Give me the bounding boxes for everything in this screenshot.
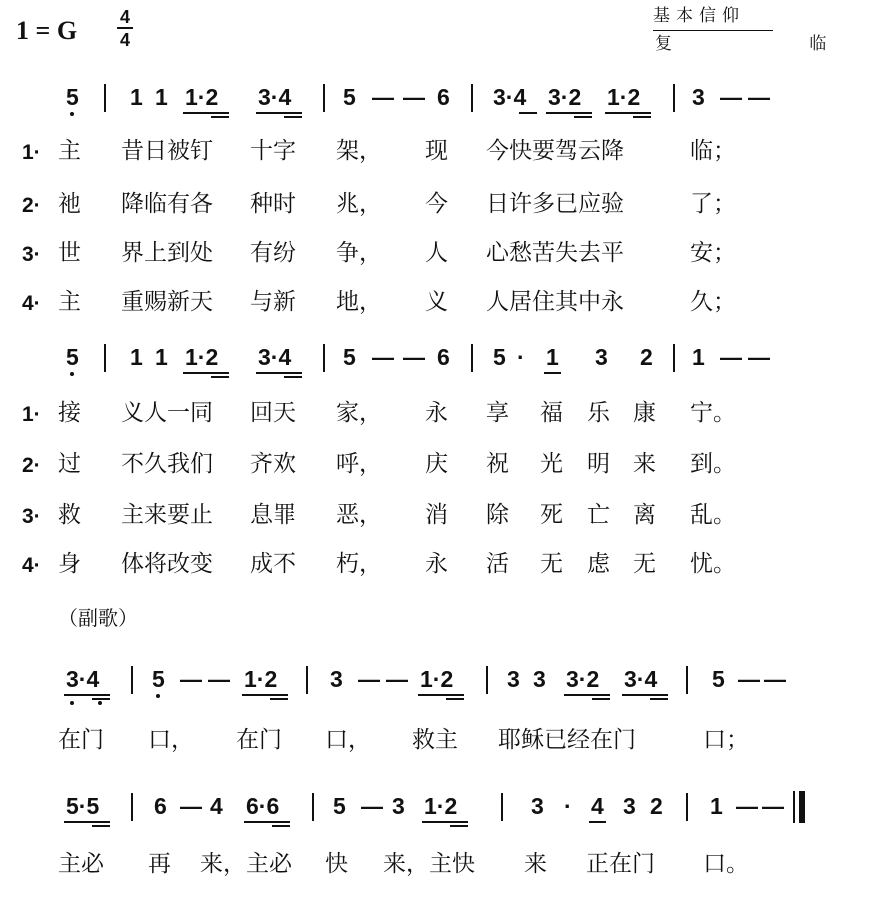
lyric: 虑 — [587, 551, 610, 577]
bar-line — [323, 84, 325, 112]
lyric: 架， — [336, 138, 382, 164]
bar-line — [486, 666, 488, 694]
lyric: 齐欢 — [250, 451, 296, 477]
verse-number: 2· — [22, 454, 41, 477]
note: 2 — [650, 793, 663, 819]
lyric: 义 — [425, 289, 448, 315]
underline — [574, 116, 592, 118]
lyric: 种时 — [250, 191, 296, 217]
final-bar-thick — [799, 791, 805, 823]
underline — [544, 372, 561, 374]
refrain-label: （副歌） — [58, 606, 138, 630]
hold-dash: — — [720, 345, 742, 370]
hold-dash: — — [736, 794, 758, 819]
lyric: 忧。 — [690, 551, 736, 577]
underline — [284, 116, 302, 118]
hold-dash: — — [720, 85, 742, 110]
lyric: 不久我们 — [121, 451, 213, 477]
lyric: 息罪 — [250, 502, 296, 528]
lyric: 接 — [58, 400, 81, 426]
hold-dash: — — [372, 85, 394, 110]
lyric: 口。 — [703, 851, 749, 877]
note: 4 — [210, 793, 223, 819]
hold-dash: — — [762, 794, 784, 819]
note: 2 — [640, 344, 653, 370]
source-tag: 复 临 — [655, 34, 892, 54]
lyric: 地， — [336, 289, 382, 315]
lyric: 体将改变 — [121, 551, 213, 577]
note: 1·2 — [185, 84, 219, 110]
lyric: 福 — [540, 400, 563, 426]
note: 1 — [692, 344, 705, 370]
lyric: 主来要止 — [121, 502, 213, 528]
time-signature-top: 4 — [120, 7, 131, 27]
hold-dash: — — [386, 667, 408, 692]
note: 3·4 — [66, 666, 100, 692]
underline — [622, 694, 668, 696]
verse-number: 2· — [22, 194, 41, 217]
lyric: 无 — [540, 551, 563, 577]
underline — [272, 825, 290, 827]
verse-number: 3· — [22, 505, 41, 528]
lyric: 主 — [58, 289, 81, 315]
underline — [92, 825, 110, 827]
note: 1·2 — [420, 666, 454, 692]
lyric: 今 — [425, 191, 448, 217]
lyric: 耶稣已经在门 — [498, 727, 636, 753]
note: 6 — [154, 793, 167, 819]
lyric: 人居住其中永 — [486, 289, 624, 315]
underline — [270, 698, 288, 700]
lyric: 再 — [148, 851, 171, 877]
lyric: 与新 — [250, 289, 296, 315]
note: 5 — [333, 793, 346, 819]
bar-line — [686, 793, 688, 821]
low-octave-dot — [70, 372, 74, 376]
note: 1·2 — [244, 666, 278, 692]
underline — [519, 112, 537, 114]
hold-dash: — — [358, 667, 380, 692]
lyric: 正在门 — [586, 851, 655, 877]
lyric: 光 — [540, 451, 563, 477]
source-title: 基本信仰 — [653, 6, 745, 26]
bar-line — [306, 666, 308, 694]
note: 3 — [531, 793, 544, 819]
underline — [211, 376, 229, 378]
dot-extension: · — [564, 793, 572, 819]
lyric: 活 — [486, 551, 509, 577]
note: 1 — [710, 793, 723, 819]
underline — [284, 376, 302, 378]
note: 1·2 — [424, 793, 458, 819]
underline — [256, 112, 302, 114]
lyric: 亡 — [587, 502, 610, 528]
hold-dash: — — [748, 345, 770, 370]
underline — [183, 372, 229, 374]
hold-dash: — — [764, 667, 786, 692]
lyric: 康 — [633, 400, 656, 426]
lyric: 呼， — [336, 451, 382, 477]
note: 3·4 — [258, 84, 292, 110]
note: 3·4 — [624, 666, 658, 692]
lyric: 主 — [58, 138, 81, 164]
lyric: 临； — [690, 138, 736, 164]
note: 5·5 — [66, 793, 100, 819]
lyric: 来，主快 — [383, 851, 475, 877]
time-signature-line — [117, 27, 133, 29]
hold-dash: — — [180, 667, 202, 692]
note: 5 — [66, 84, 79, 110]
note: 6 — [437, 344, 450, 370]
lyric: 乱。 — [690, 502, 736, 528]
underline — [450, 825, 468, 827]
key-signature: 1 = G — [16, 16, 78, 45]
verse-number: 4· — [22, 554, 41, 577]
lyric: 恶， — [336, 502, 382, 528]
bar-line — [471, 84, 473, 112]
underline — [589, 821, 606, 823]
note: 1 — [155, 84, 168, 110]
underline — [422, 821, 468, 823]
note: 1 — [546, 344, 559, 370]
note: 3 — [623, 793, 636, 819]
underline — [633, 116, 651, 118]
lyric: 明 — [587, 451, 610, 477]
note: 5 — [493, 344, 506, 370]
source-underline — [653, 30, 773, 31]
note: 5 — [66, 344, 79, 370]
lyric: 快 — [325, 851, 348, 877]
bar-line — [323, 344, 325, 372]
bar-line — [131, 666, 133, 694]
note: 3·4 — [258, 344, 292, 370]
underline — [605, 112, 651, 114]
lyric: 来，主必 — [200, 851, 292, 877]
note: 5 — [152, 666, 165, 692]
underline — [244, 821, 290, 823]
note: 3·2 — [548, 84, 582, 110]
lyric: 口； — [703, 727, 749, 753]
lyric: 界上到处 — [121, 240, 213, 266]
low-octave-dot — [70, 701, 74, 705]
lyric: 久； — [690, 289, 736, 315]
lyric: 享 — [486, 400, 509, 426]
lyric: 义人一同 — [121, 400, 213, 426]
underline — [64, 694, 110, 696]
hold-dash: — — [403, 345, 425, 370]
lyric: 死 — [540, 502, 563, 528]
lyric: 过 — [58, 451, 81, 477]
lyric: 在门 — [236, 727, 282, 753]
lyric: 永 — [425, 400, 448, 426]
hold-dash: — — [361, 794, 383, 819]
hold-dash: — — [208, 667, 230, 692]
note: 3 — [595, 344, 608, 370]
bar-line — [686, 666, 688, 694]
lyric: 今快要驾云降 — [486, 138, 624, 164]
underline — [256, 372, 302, 374]
lyric: 安； — [690, 240, 736, 266]
bar-line — [673, 84, 675, 112]
note: 5 — [712, 666, 725, 692]
note: 5 — [343, 344, 356, 370]
note: 3 — [692, 84, 705, 110]
lyric: 到。 — [690, 451, 736, 477]
lyric: 兆， — [336, 191, 382, 217]
lyric: 宁。 — [690, 400, 736, 426]
bar-line — [501, 793, 503, 821]
lyric: 了； — [690, 191, 736, 217]
lyric: 心愁苦失去平 — [486, 240, 624, 266]
underline — [592, 698, 610, 700]
bar-line — [471, 344, 473, 372]
lyric: 有纷 — [250, 240, 296, 266]
lyric: 庆 — [425, 451, 448, 477]
bar-line — [312, 793, 314, 821]
note: 1·2 — [607, 84, 641, 110]
lyric: 乐 — [587, 400, 610, 426]
underline — [564, 694, 610, 696]
lyric: 成不 — [250, 551, 296, 577]
lyric: 争， — [336, 240, 382, 266]
low-octave-dot — [98, 701, 102, 705]
lyric: 主必 — [58, 851, 104, 877]
dot-extension: · — [517, 344, 525, 370]
note: 5 — [343, 84, 356, 110]
note: 6·6 — [246, 793, 280, 819]
underline — [211, 116, 229, 118]
note: 1 — [155, 344, 168, 370]
note: 3 — [392, 793, 405, 819]
note: 3 — [507, 666, 520, 692]
underline — [546, 112, 592, 114]
note: 6 — [437, 84, 450, 110]
lyric: 除 — [486, 502, 509, 528]
underline — [650, 698, 668, 700]
lyric: 身 — [58, 551, 81, 577]
time-signature-bottom: 4 — [120, 30, 131, 50]
verse-number: 1· — [22, 403, 41, 426]
lyric: 救主 — [412, 727, 458, 753]
final-bar-thin — [793, 791, 795, 823]
lyric: 世 — [58, 240, 81, 266]
lyric: 回天 — [250, 400, 296, 426]
low-octave-dot — [70, 112, 74, 116]
underline — [242, 694, 288, 696]
lyric: 现 — [425, 138, 448, 164]
verse-number: 3· — [22, 243, 41, 266]
lyric: 十字 — [250, 138, 296, 164]
hold-dash: — — [403, 85, 425, 110]
underline — [92, 698, 110, 700]
note: 4 — [591, 793, 604, 819]
lyric: 口， — [325, 727, 371, 753]
lyric: 降临有各 — [121, 191, 213, 217]
lyric: 祝 — [486, 451, 509, 477]
verse-number: 1· — [22, 141, 41, 164]
bar-line — [131, 793, 133, 821]
lyric: 离 — [633, 502, 656, 528]
hold-dash: — — [738, 667, 760, 692]
lyric: 永 — [425, 551, 448, 577]
underline — [446, 698, 464, 700]
hold-dash: — — [748, 85, 770, 110]
bar-line — [104, 84, 106, 112]
underline — [183, 112, 229, 114]
lyric: 口， — [148, 727, 194, 753]
note: 1·2 — [185, 344, 219, 370]
lyric: 来 — [524, 851, 547, 877]
note: 3 — [330, 666, 343, 692]
note: 1 — [130, 344, 143, 370]
lyric: 昔日被钉 — [121, 138, 213, 164]
bar-line — [673, 344, 675, 372]
hold-dash: — — [180, 794, 202, 819]
lyric: 重赐新天 — [121, 289, 213, 315]
note: 3·4 — [493, 84, 527, 110]
lyric: 无 — [633, 551, 656, 577]
underline — [64, 821, 110, 823]
lyric: 救 — [58, 502, 81, 528]
lyric: 来 — [633, 451, 656, 477]
hold-dash: — — [372, 345, 394, 370]
lyric: 祂 — [58, 191, 81, 217]
lyric: 朽， — [336, 551, 382, 577]
verse-number: 4· — [22, 292, 41, 315]
lyric: 家， — [336, 400, 382, 426]
lyric: 在门 — [58, 727, 104, 753]
note: 3 — [533, 666, 546, 692]
underline — [418, 694, 464, 696]
lyric: 日许多已应验 — [486, 191, 624, 217]
bar-line — [104, 344, 106, 372]
note: 3·2 — [566, 666, 600, 692]
note: 1 — [130, 84, 143, 110]
low-octave-dot — [156, 694, 160, 698]
lyric: 消 — [425, 502, 448, 528]
lyric: 人 — [425, 240, 448, 266]
